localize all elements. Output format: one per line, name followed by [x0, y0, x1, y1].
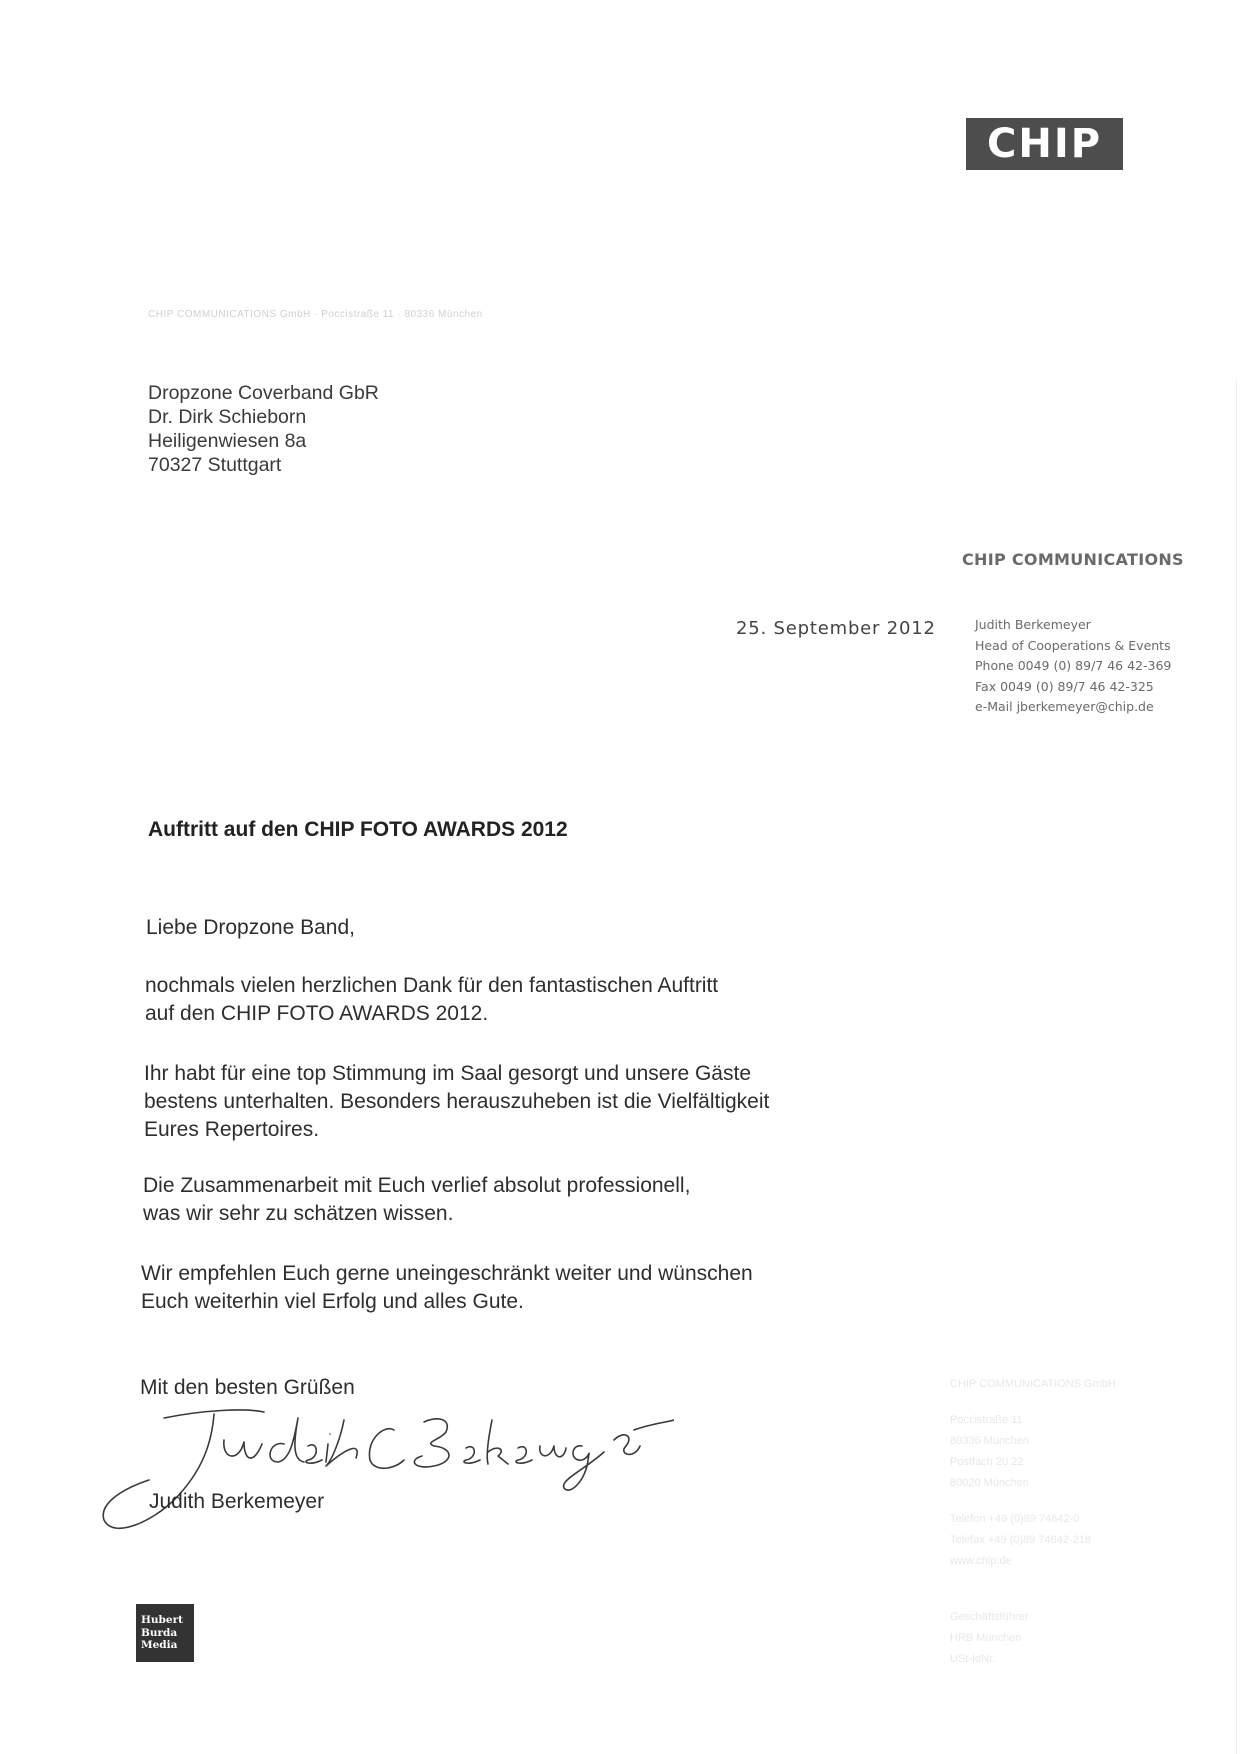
footer-line: 80336 München: [950, 1435, 1029, 1447]
paragraph-line: auf den CHIP FOTO AWARDS 2012.: [145, 1002, 489, 1025]
closing-text: Mit den besten Grüßen: [140, 1376, 355, 1399]
paragraph-line: Euch weiterhin viel Erfolg und alles Gute.: [141, 1290, 524, 1313]
letter-subject: Auftritt auf den CHIP FOTO AWARDS 2012: [148, 818, 568, 841]
closing: [140, 1374, 355, 1402]
body-paragraph: [145, 972, 718, 1028]
publisher-logo-line: Hubert: [141, 1614, 183, 1627]
publisher-logo-line: Burda: [141, 1626, 178, 1639]
company-heading: CHIP COMMUNICATIONS: [962, 550, 1184, 569]
paragraph-line: Wir empfehlen Euch gerne uneingeschränkt weiter und wünschen: [141, 1262, 753, 1285]
chip-logo-text: CHIP: [986, 121, 1103, 167]
footer-line: HRB München: [950, 1632, 1022, 1644]
recipient-line: Heiligenwiesen 8a: [148, 430, 307, 452]
sender-return-address: CHIP COMMUNICATIONS GmbH · Poccistraße 11 · 80336 München: [148, 309, 483, 320]
contact-name: Judith Berkemeyer: [975, 617, 1091, 632]
handwritten-signature: [94, 1400, 674, 1550]
footer-line: USt-IdNr.: [950, 1653, 996, 1665]
body-paragraph: [144, 1060, 769, 1144]
salutation: [146, 914, 355, 942]
contact-block: [975, 615, 1171, 718]
footer-line: Telefon +49 (0)89 74642-0: [950, 1513, 1080, 1525]
footer-line: Geschäftsführer: [950, 1611, 1029, 1623]
paragraph-line: Ihr habt für eine top Stimmung im Saal gesorgt und unsere Gäste: [144, 1062, 752, 1085]
paragraph-line: Eures Repertoires.: [144, 1118, 320, 1141]
footer-line: Telefax +49 (0)89 74642-218: [950, 1534, 1091, 1546]
paragraph-line: was wir sehr zu schätzen wissen.: [143, 1202, 454, 1225]
contact-fax: Fax 0049 (0) 89/7 46 42-325: [975, 678, 1154, 694]
publisher-logo-line: Media: [141, 1639, 178, 1652]
recipient-line: Dropzone Coverband GbR: [148, 382, 379, 404]
recipient-line: Dr. Dirk Schieborn: [148, 406, 307, 428]
contact-phone: Phone 0049 (0) 89/7 46 42-369: [975, 658, 1172, 673]
footer-line: Postfach 20 22: [950, 1456, 1024, 1468]
paragraph-line: bestens unterhalten. Besonders herauszuheben ist die Vielfältigkeit: [144, 1090, 770, 1113]
footer-line: www.chip.de: [950, 1555, 1012, 1567]
letter-date: 25. September 2012: [736, 618, 936, 639]
scan-edge: [1236, 380, 1237, 1754]
salutation-text: Liebe Dropzone Band,: [146, 916, 355, 939]
footer-legal-block: [950, 1607, 1028, 1670]
hubert-burda-media-logo: [136, 1604, 194, 1662]
recipient-address: [148, 381, 379, 477]
chip-logo: [966, 118, 1123, 170]
paragraph-line: Die Zusammenarbeit mit Euch verlief absolut professionell,: [143, 1174, 691, 1197]
signer-name: Judith Berkemeyer: [149, 1490, 325, 1513]
body-paragraph: [141, 1260, 753, 1316]
contact-title: Head of Cooperations & Events: [975, 637, 1171, 653]
footer-heading: CHIP COMMUNICATIONS GmbH: [950, 1378, 1116, 1390]
footer-address-block: [950, 1410, 1029, 1494]
footer-line: Poccistraße 11: [950, 1414, 1023, 1426]
contact-email: e-Mail jberkemeyer@chip.de: [975, 699, 1154, 714]
recipient-line: 70327 Stuttgart: [148, 454, 282, 476]
footer-contact-block: [950, 1509, 1091, 1572]
paragraph-line: nochmals vielen herzlichen Dank für den fantastischen Auftritt: [145, 974, 719, 997]
footer-line: 80020 München: [950, 1477, 1029, 1489]
body-paragraph: [143, 1172, 690, 1228]
